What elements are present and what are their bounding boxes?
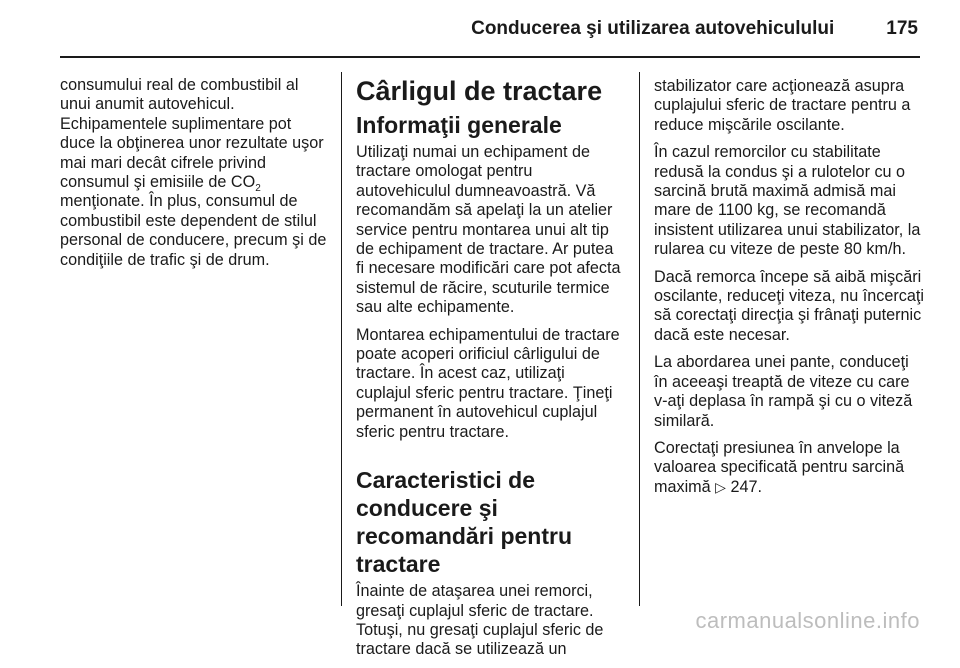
paragraph: Utilizaţi numai un echipament de tractare omologat pentru autovehiculul dumneavoastră. Vă recomandăm să apelaţi la un atelier service pentru montarea unui alt tip de echipament de tractare. Ar putea fi necesare modificări care pot afecta sistemul de răcire, scuturile termice sau alte echipamente.: [356, 143, 621, 317]
column-3: [654, 77, 926, 505]
paragraph: Montarea echipamentului de tractare poate acoperi orificiul cârligului de tractare. În acest caz, utilizaţi cuplajul sferic pentru tractare. Ţineţi permanent în autovehicul cuplajul sferic pentru tractare.: [356, 325, 620, 441]
subsection-title-driving-tips: Caracteristici de conducere şi recomandări pentru tractare: [356, 467, 572, 578]
page-header: [60, 18, 918, 40]
watermark: carmanualsonline.info: [695, 608, 920, 633]
page-number: 175: [886, 18, 918, 39]
running-title: Conducerea şi utilizarea autovehiculului: [471, 18, 835, 39]
paragraph: Corectaţi presiunea în anvelope la valoarea specificată pentru sarcină maximă ▷ 247.: [654, 438, 905, 496]
subsection-title-general-info: Informaţii generale: [356, 112, 562, 138]
header-rule: [60, 56, 920, 58]
column-divider-1: [341, 72, 342, 606]
paragraph: consumului real de combustibil al unui anumit autovehicul. Echipamentele suplimentare pot duce la obţinerea unor rezultate uşor mai mari decât cifrele privind consumul şi emisiile de $CO_2$ menţionate. În plus, consumul de combustibil este dependent de stilul personal de conducere, precum şi de condiţiile de trafic şi de drum.: [60, 76, 327, 269]
column-divider-2: [639, 72, 640, 606]
paragraph: stabilizator care acţionează asupra cuplajului sferic de tractare pentru a reduce mişcările oscilante.: [654, 77, 911, 134]
subscript: 2: [255, 183, 261, 195]
column-1: [60, 76, 328, 278]
paragraph: În cazul remorcilor cu stabilitate redusă la condus şi a rulotelor cu o sarcină brută maximă admisă mai mare de 1100 kg, se recomandă insistent utilizarea unui stabilizator, la rularea cu viteze de peste 80 km/h.: [654, 143, 921, 259]
paragraph: Dacă remorca începe să aibă mişcări oscilante, reduceţi viteza, nu încercaţi să corectaţi direcţia şi frânaţi puternic dacă este necesar.: [654, 267, 924, 344]
page-reference-link[interactable]: 247: [730, 477, 758, 496]
paragraph: La abordarea unei pante, conduceţi în aceeaşi treaptă de viteze cu care v-aţi deplasa în rampă şi cu o viteză similară.: [654, 353, 913, 430]
page-reference-icon: ▷: [715, 478, 726, 495]
section-title: Cârligul de tractare: [356, 76, 603, 106]
paragraph: Înainte de ataşarea unei remorci, gresaţi cuplajul sferic de tractare. Totuşi, nu gresaţi cuplajul sferic de tractare dacă se utilizează un: [356, 582, 604, 659]
column-2: [356, 72, 624, 668]
